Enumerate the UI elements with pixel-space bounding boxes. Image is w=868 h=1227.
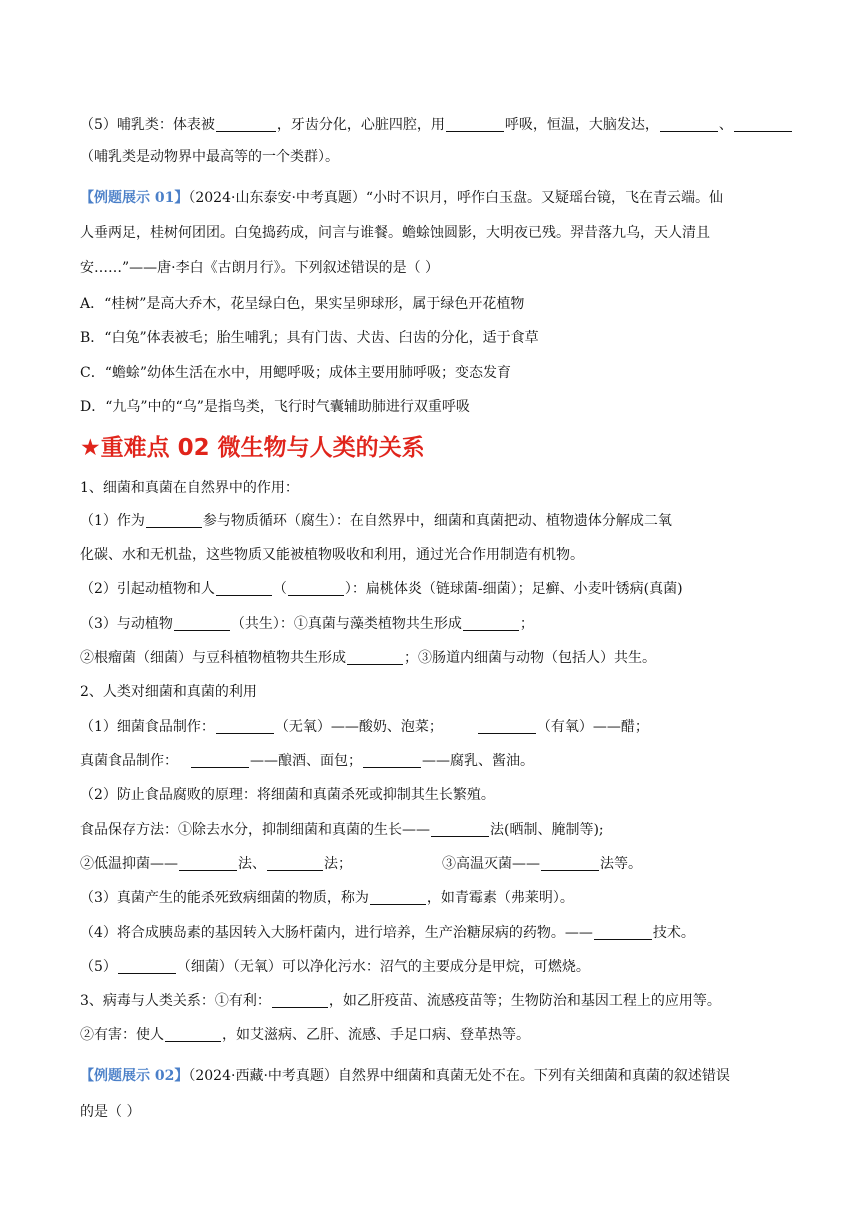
text-run: ②有害：使人 xyxy=(80,1027,164,1043)
text-run: （细菌）（无氧）可以净化污水：沼气的主要成分是甲烷，可燃烧。 xyxy=(176,959,590,975)
answer-blank[interactable] xyxy=(594,925,652,940)
text-run: ）：扁桃体炎（链球菌-细菌）；足癣、小麦叶锈病(真菌) xyxy=(344,581,683,597)
answer-blank[interactable] xyxy=(191,753,249,768)
s2-preservation-methods-1 xyxy=(80,820,604,840)
s1-item1-line2: 化碳、水和无机盐，这些物质又能被植物吸收和利用，通过光合作用制造有机物。 xyxy=(80,547,584,563)
s2-item4 xyxy=(80,923,695,943)
text-run: ——腐乳、酱油。 xyxy=(422,753,534,769)
answer-blank[interactable] xyxy=(146,513,202,528)
answer-blank[interactable] xyxy=(216,719,274,734)
text-run: 参与物质循环（腐生）：在自然界中，细菌和真菌把动、植物遗体分解成二氧 xyxy=(202,513,672,529)
text-run: ，如乙肝疫苗、流感疫苗等；生物防治和基因工程上的应用等。 xyxy=(328,993,721,1009)
text-run: ②低温抑菌—— xyxy=(80,856,178,872)
mammal-line-2: （哺乳类是动物界中最高等的一个类群）。 xyxy=(80,149,339,165)
text-run: （1）细菌食品制作： xyxy=(80,719,215,735)
section-heading: ★重难点 02 微生物与人类的关系 xyxy=(80,435,425,461)
text-run: （3）与动植物 xyxy=(80,616,173,632)
answer-blank[interactable] xyxy=(165,1027,221,1042)
text-run: ②根瘤菌（细菌）与豆科植物植物共生形成 xyxy=(80,650,346,666)
text-run: （5）哺乳类：体表被 xyxy=(80,117,215,133)
answer-blank[interactable] xyxy=(179,856,237,871)
s3-line-1 xyxy=(80,991,721,1011)
text-run: 技术。 xyxy=(652,925,695,941)
answer-blank[interactable] xyxy=(267,856,323,871)
text-run: 法、 xyxy=(238,856,266,872)
text-run: （ xyxy=(272,581,287,597)
s3-line-2 xyxy=(80,1025,530,1045)
answer-blank[interactable] xyxy=(363,753,421,768)
text-run: （5） xyxy=(80,959,117,975)
text-run: （无氧）——酸奶、泡菜； xyxy=(274,719,443,735)
answer-blank[interactable] xyxy=(660,117,718,132)
s1-title: 1、细菌和真菌在自然界中的作用： xyxy=(80,480,299,496)
option-c[interactable]: C．“蟾蜍”幼体生活在水中，用鳃呼吸；成体主要用肺呼吸；变态发育 xyxy=(80,365,512,381)
option-a[interactable]: A．“桂树”是高大乔木，花呈绿白色，果实呈卵球形，属于绿色开花植物 xyxy=(80,296,525,312)
text-run: （2024·山东泰安·中考真题）“小时不识月，呼作白玉盘。又疑瑶台镜，飞在青云端。仙 xyxy=(188,190,724,206)
answer-blank[interactable] xyxy=(216,581,272,596)
answer-blank[interactable] xyxy=(431,822,489,837)
answer-blank[interactable] xyxy=(216,117,276,132)
s2-preservation-methods-2 xyxy=(80,854,642,874)
answer-blank[interactable] xyxy=(118,959,176,974)
text-run: （有氧）——醋； xyxy=(536,719,649,735)
text-run: 法； xyxy=(324,856,352,872)
s2-item3 xyxy=(80,888,574,908)
text-run: （2）引起动植物和人 xyxy=(80,581,215,597)
text-run: ——酿酒、面包； xyxy=(250,753,362,769)
text-run: 食品保存方法：①除去水分，抑制细菌和真菌的生长—— xyxy=(80,822,430,838)
answer-blank[interactable] xyxy=(541,856,599,871)
text-run: （共生）：①真菌与藻类植物共生形成 xyxy=(230,616,462,632)
text-run: ，牙齿分化，心脏四腔，用 xyxy=(276,117,445,133)
s2-fungi-food xyxy=(80,751,534,771)
answer-blank[interactable] xyxy=(463,616,519,631)
s1-item2 xyxy=(80,579,683,599)
s1-item3-line1 xyxy=(80,614,534,634)
s1-item1-line1 xyxy=(80,511,672,531)
text-run: （3）真菌产生的能杀死致病细菌的物质，称为 xyxy=(80,890,369,906)
example2-tag: 【例题展示 02】 xyxy=(80,1068,189,1084)
answer-blank[interactable] xyxy=(446,117,504,132)
text-run: ； xyxy=(519,616,534,632)
example2-line-1 xyxy=(80,1066,730,1086)
text-run: 法等。 xyxy=(600,856,642,872)
s2-preservation-principle: （2）防止食品腐败的原理：将细菌和真菌杀死或抑制其生长繁殖。 xyxy=(80,787,495,803)
s2-bacteria-food xyxy=(80,717,649,737)
s2-item5 xyxy=(80,957,590,977)
text-run: ，如青霉素（弗莱明）。 xyxy=(426,890,574,906)
text-run: 、 xyxy=(718,117,733,133)
s1-item3-line2 xyxy=(80,648,656,668)
s2-title: 2、人类对细菌和真菌的利用 xyxy=(80,684,257,700)
text-run: （1）作为 xyxy=(80,513,145,529)
answer-blank[interactable] xyxy=(174,616,230,631)
option-b[interactable]: B．“白兔”体表被毛；胎生哺乳；具有门齿、犬齿、臼齿的分化，适于食草 xyxy=(80,330,539,346)
answer-blank[interactable] xyxy=(288,581,344,596)
text-run: 呼吸，恒温，大脑发达， xyxy=(504,117,659,133)
text-run: ③高温灭菌—— xyxy=(442,856,540,872)
example1-tag: 【例题展示 01】 xyxy=(80,190,189,206)
text-run: ；③肠道内细菌与动物（包括人）共生。 xyxy=(404,650,656,666)
mammal-line-1 xyxy=(80,115,793,135)
answer-blank[interactable] xyxy=(370,890,426,905)
text-run: ，如艾滋病、乙肝、流感、手足口病、登革热等。 xyxy=(222,1027,530,1043)
answer-blank[interactable] xyxy=(478,719,536,734)
example1-line-3: 安……”——唐·李白《古朗月行》。下列叙述错误的是（ ） xyxy=(80,260,440,276)
example1-line-2: 人垂两足，桂树何团团。白兔捣药成，问言与谁餐。蟾蜍蚀圆影，大明夜已残。羿昔落九乌，天人清且 xyxy=(80,225,710,241)
text-run: （4）将合成胰岛素的基因转入大肠杆菌内，进行培养，生产治糖尿病的药物。—— xyxy=(80,925,593,941)
answer-blank[interactable] xyxy=(734,117,792,132)
text-run: 真菌食品制作： xyxy=(80,753,178,769)
answer-blank[interactable] xyxy=(347,650,403,665)
text-run: 3、病毒与人类关系：①有利： xyxy=(80,993,271,1009)
example1-line-1 xyxy=(80,188,723,208)
option-d[interactable]: D．“九乌”中的“乌”是指鸟类，飞行时气囊辅助肺进行双重呼吸 xyxy=(80,399,470,415)
text-run: （2024·西藏·中考真题）自然界中细菌和真菌无处不在。下列有关细菌和真菌的叙述错误 xyxy=(188,1068,730,1084)
example2-line-2: 的是（ ） xyxy=(80,1104,141,1120)
text-run: 法(晒制、腌制等); xyxy=(490,822,604,838)
answer-blank[interactable] xyxy=(272,993,328,1008)
